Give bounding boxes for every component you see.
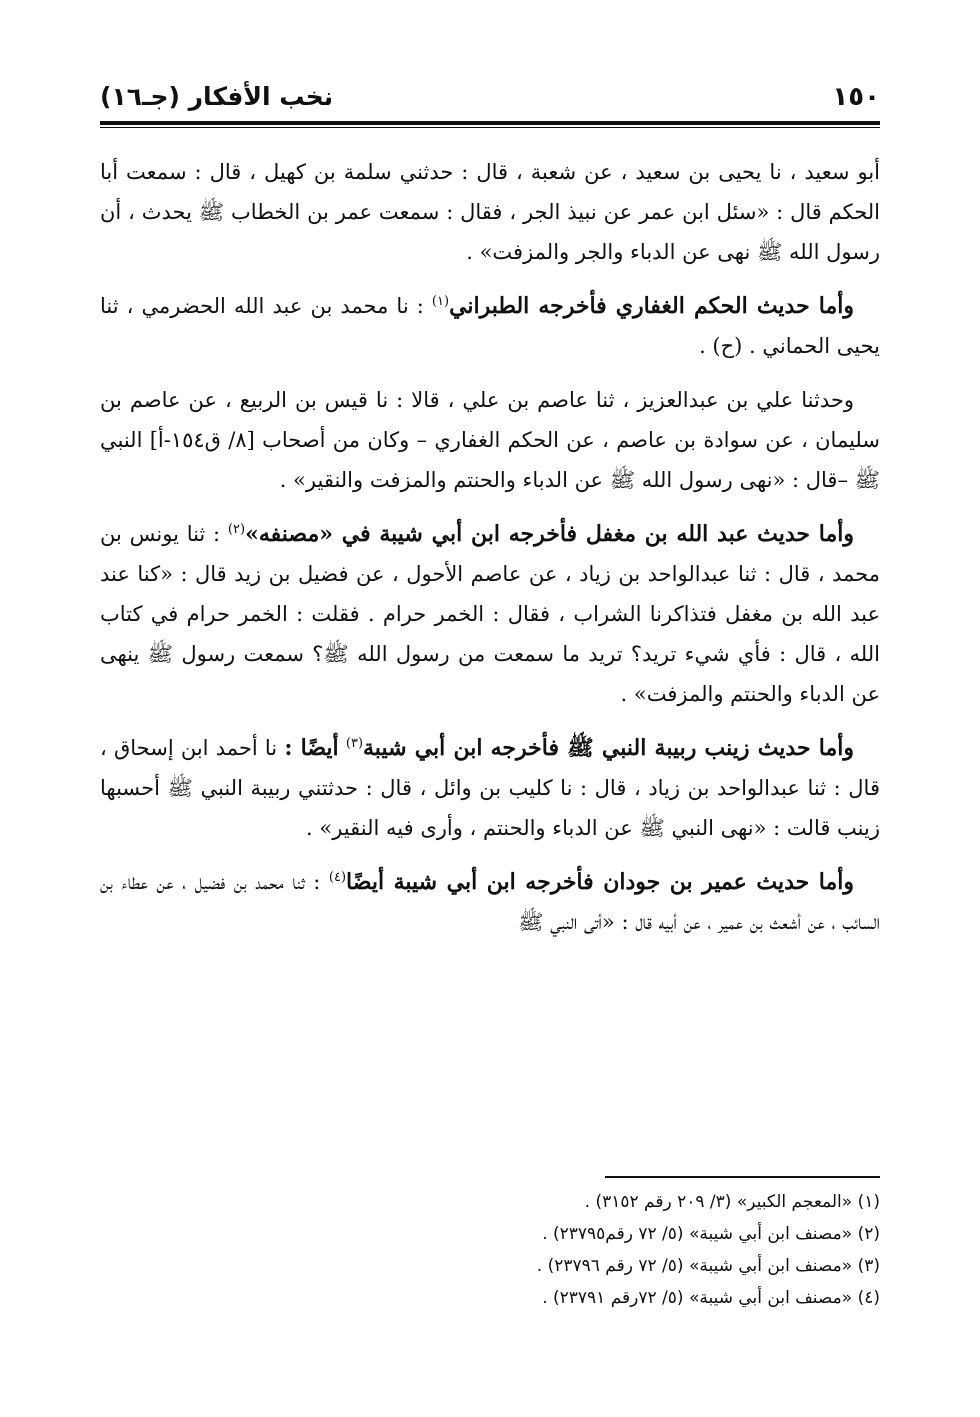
paragraph [100,380,880,500]
footnote: (٤) «مصنف ابن أبي شيبة» (٥/ ٧٢رقم ٢٣٧٩١) . [542,1288,880,1308]
paragraph-text: : نا محمد بن عبد الله الحضرمي ، ثنا يحيى الحماني . (ح) . [100,294,880,358]
paragraph-lead: وأما حديث عبد الله بن مغفل فأخرجه ابن أبي شيبة في «مصنفه» [245,521,854,547]
paragraph-text: وحدثنا علي بن عبدالعزيز ، ثنا عاصم بن علي ، قالا : نا قيس بن الربيع ، عن عاصم بن سليمان ، عن سوادة بن عاصم ، عن الحكم الغفاري – وكان من أصحاب [٨/ ق١٥٤-أ] النبي ﷺ –قال : «نهى رسول الله ﷺ عن الدباء والحنتم والمزفت والنقير» . [100,388,880,492]
paragraph [100,286,880,366]
footnote: (٢) «مصنف ابن أبي شيبة» (٥/ ٧٢ رقم٢٣٧٩٥) . [542,1224,880,1244]
paragraph-text: نا أحمد ابن إسحاق ، قال : ثنا عبدالواحد بن زياد ، قال : نا كليب بن وائل ، قال : حدثتني ربيبة النبي ﷺ أحسبها زينب قالت : «نهى النبي ﷺ عن الدباء والحنتم ، وأرى فيه النقير» . [100,736,880,840]
paragraph-lead: وأما حديث الحكم الغفاري فأخرجه الطبراني [449,293,854,319]
paragraph-lead: وأما حديث عمير بن جودان فأخرجه ابن أبي شيبة أيضًا [346,869,854,895]
paragraph-text: : ثنا يونس بن محمد ، قال : ثنا عبدالواحد بن زياد ، عن عاصم الأحول ، عن فضيل بن زيد قال : «كنا عند عبد الله بن مغفل فتذاكرنا الشراب ، فقال : الخمر حرام . فقلت : الخمر حرام في كتاب الله ، قال : فأي شيء تريد؟ تريد ما سمعت من رسول الله ﷺ؟ سمعت رسول ﷺ ينهى عن الدباء والحنتم والمزفت» . [100,522,880,706]
header-rule-thick [100,121,880,125]
footnote-ref: (٣) [345,736,364,751]
paragraph [100,514,880,714]
header-rule-thin [100,127,880,128]
paragraph [100,728,880,848]
footnote-ref: (٤) [328,870,347,885]
footnote: (١) «المعجم الكبير» (٣/ ٢٠٩ رقم ٣١٥٢) . [584,1192,880,1212]
paragraph [100,152,880,272]
main-text [100,152,880,956]
footnote-separator [605,1176,880,1178]
paragraph-lead: وأما حديث زينب ربيبة النبي ﷺ فأخرجه ابن أبي شيبة [363,735,854,761]
footnote-ref: (١) [431,294,450,309]
paragraph [100,862,880,942]
running-title: نخب الأفكار (جـ١٦) [100,82,334,111]
paragraph-text: أبو سعيد ، نا يحيى بن سعيد ، عن شعبة ، قال : حدثني سلمة بن كهيل ، قال : سمعت أبا الحكم قال : «سئل ابن عمر عن نبيذ الجر ، فقال : سمعت عمر بن الخطاب ﷺ يحدث ، أن رسول الله ﷺ نهى عن الدباء والجر والمزفت» . [100,160,880,264]
page-header [100,78,880,118]
paragraph-text: : ثنا محمد بن فضيل ، عن عطاء بن السائب ، عن أشعث بن عمير ، عن أبيه قال : «أتى النبي ﷺ [100,870,880,934]
footnotes [100,1186,880,1314]
page-number: ١٥٠ [832,82,880,112]
footnote-ref: (٢) [227,522,246,537]
paragraph-lead-suffix: أيضًا : [284,735,339,761]
footnote: (٣) «مصنف ابن أبي شيبة» (٥/ ٧٢ رقم ٢٣٧٩٦) . [536,1256,880,1276]
